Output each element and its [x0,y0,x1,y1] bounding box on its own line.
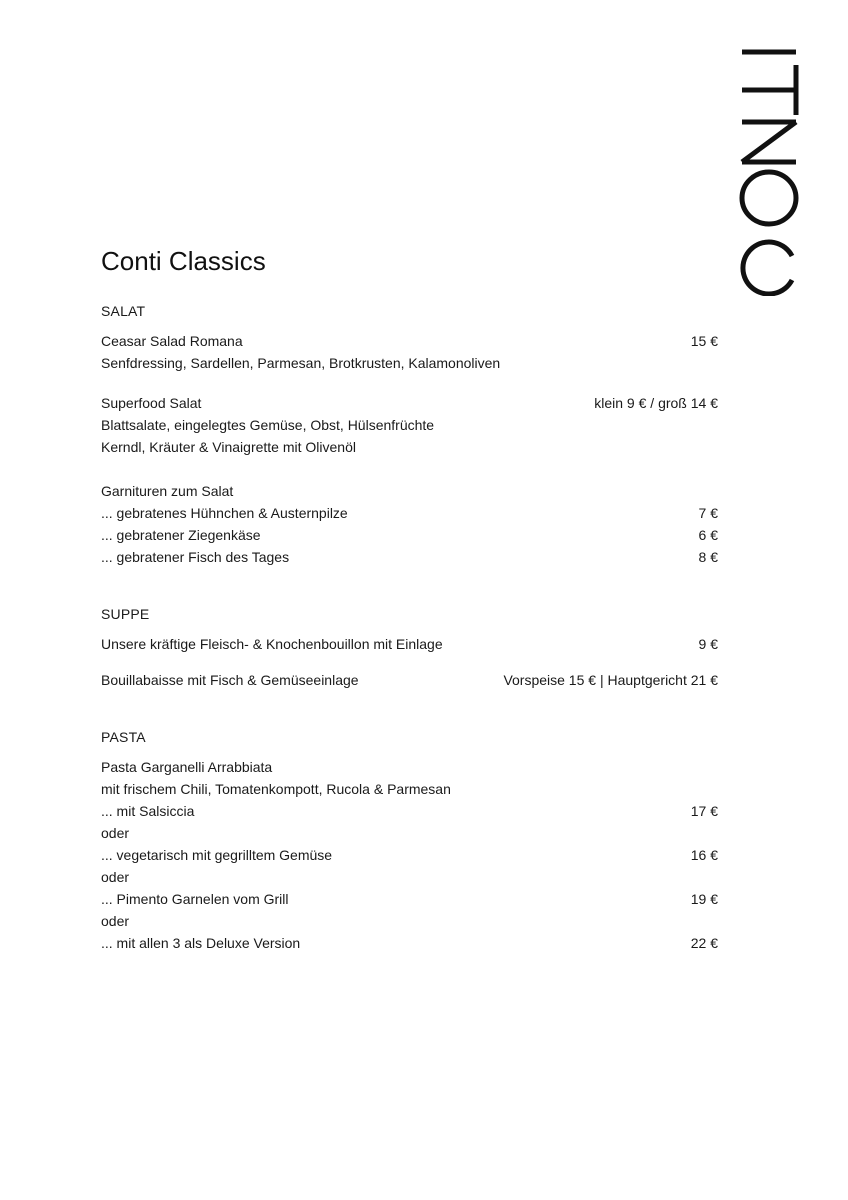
item-price: 6 € [698,527,718,543]
menu-item [101,669,718,691]
menu-connector [101,910,718,932]
connector-text: oder [101,913,130,929]
menu-item [101,524,718,546]
item-name: Bouillabaisse mit Fisch & Gemüseeinlage [101,672,359,688]
item-price: 22 € [690,935,718,951]
menu-item [101,633,718,655]
connector-text: oder [101,825,130,841]
item-price: 7 € [698,505,718,521]
item-price: 19 € [690,891,718,907]
menu-item-description [101,778,718,800]
menu-item-description [101,414,718,436]
item-price: 16 € [690,847,718,863]
connector-text: oder [101,869,130,885]
item-name: Ceasar Salad Romana [101,333,243,349]
menu-item-description [101,436,718,458]
item-name: Superfood Salat [101,395,202,411]
item-name: ... vegetarisch mit gegrilltem Gemüse [101,847,333,863]
item-name: ... Pimento Garnelen vom Grill [101,891,289,907]
menu-item [101,392,718,414]
section-heading-salat: SALAT [101,303,146,319]
menu-item [101,546,718,568]
menu-connector [101,822,718,844]
menu-item-description [101,352,718,374]
menu-item [101,844,718,866]
menu-connector [101,866,718,888]
subheading-text: Garnituren zum Salat [101,483,234,499]
item-price: 9 € [698,636,718,652]
item-name: Unsere kräftige Fleisch- & Knochenbouillon mit Einlage [101,636,443,652]
item-name: ... gebratenes Hühnchen & Austernpilze [101,505,348,521]
menu-item [101,330,718,352]
menu-item [101,888,718,910]
item-name: ... mit Salsiccia [101,803,195,819]
menu-item [101,502,718,524]
conti-logo-mark [734,48,802,296]
item-price: klein 9 € / groß 14 € [594,395,718,411]
section-heading-pasta: PASTA [101,729,146,745]
item-description: Kerndl, Kräuter & Vinaigrette mit Olivenöl [101,439,356,455]
item-description: Blattsalate, eingelegtes Gemüse, Obst, Hülsenfrüchte [101,417,435,433]
item-name: ... mit allen 3 als Deluxe Version [101,935,301,951]
item-description: Senfdressing, Sardellen, Parmesan, Brotkrusten, Kalamonoliven [101,355,501,371]
item-name: ... gebratener Fisch des Tages [101,549,290,565]
menu-item [101,756,718,778]
item-price: Vorspeise 15 € | Hauptgericht 21 € [503,672,718,688]
item-price: 15 € [690,333,718,349]
item-description: mit frischem Chili, Tomatenkompott, Rucola & Parmesan [101,781,451,797]
item-name: ... gebratener Ziegenkäse [101,527,261,543]
menu-item [101,932,718,954]
section-heading-suppe: SUPPE [101,606,150,622]
conti-logo [734,48,802,296]
menu-item [101,800,718,822]
item-price: 8 € [698,549,718,565]
item-name: Pasta Garganelli Arrabbiata [101,759,273,775]
item-price: 17 € [690,803,718,819]
page-title: Conti Classics [101,246,266,276]
menu-subheading [101,480,718,502]
